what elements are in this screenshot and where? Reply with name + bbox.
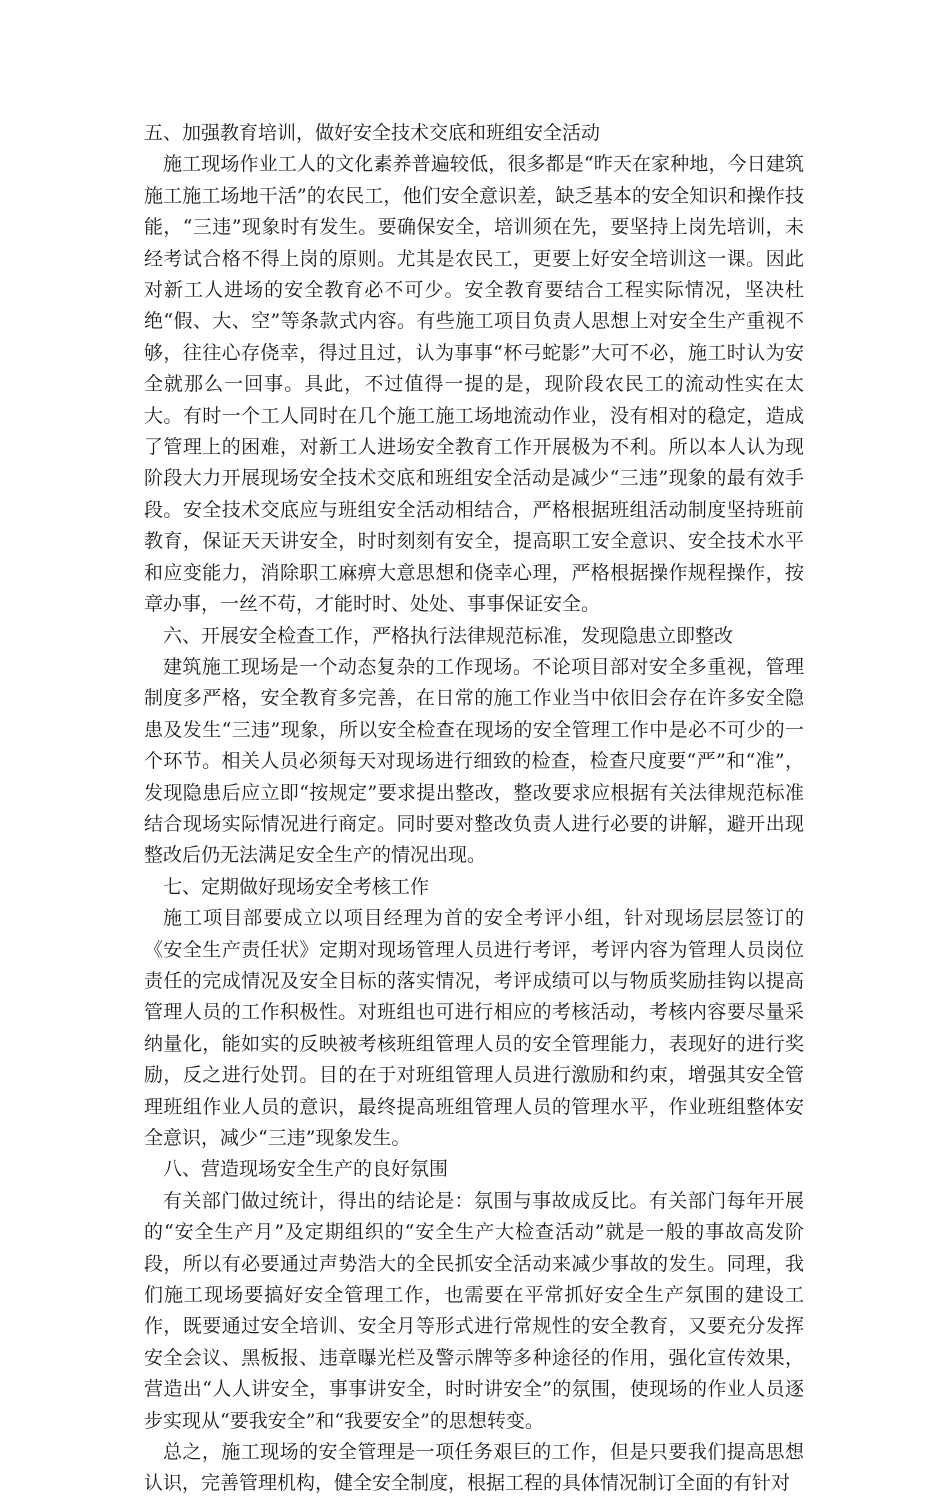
section-8-heading: 八、营造现场安全生产的良好氛围 [163,1158,449,1181]
section-8-paragraph: 有关部门做过统计，得出的结论是：氛围与事故成反比。有关部门每年开展的“安全生产月”及定期组织的“安全生产大检查活动”就是一般的事故高发阶段，所以有必要通过声势浩大的全民抓安全活动来减少事故的发生。同理，我们施工现场要搞好安全管理工作，也需要在平常抓好安全生产氛围的建设工作，既要通过安全培训、安全月等形式进行常规性的安全教育，又要充分发挥安全会议、黑板报、违章曝光栏及警示牌等多种途径的作用，强化宣传效果，营造出“人人讲安全，事事讲安全，时时讲安全”的氛围，使现场的作业人员逐步实现从“要我安全”和“我要安全”的思想转变。 [144,1189,804,1432]
section-6-heading: 六、开展安全检查工作，严格执行法律规范标准，发现隐患立即整改 [163,624,734,647]
section-7-heading: 七、定期做好现场安全考核工作 [163,875,430,898]
section-5-paragraph: 施工现场作业工人的文化素养普遍较低，很多都是“昨天在家种地，今日建筑施工施工场地干活”的农民工，他们安全意识差，缺乏基本的安全知识和操作技能，“三违”现象时有发生。要确保安全，培训须在先，要坚持上岗先培训，未经考试合格不得上岗的原则。尤其是农民工，更要上好安全培训这一课。因此对新工人进场的安全教育必不可少。安全教育要结合工程实际情况，坚决杜绝“假、大、空”等条款式内容。有些施工项目负责人思想上对安全生产重视不够，往往心存侥幸，得过且过，认为事事“杯弓蛇影”大可不必，施工时认为安全就那么一回事。具此，不过值得一提的是，现阶段农民工的流动性实在太大。有时一个工人同时在几个施工施工场地流动作业，没有相对的稳定，造成了管理上的困难，对新工人进场安全教育工作开展极为不利。所以本人认为现阶段大力开展现场安全技术交底和班组安全活动是减少“三违”现象的最有效手段。安全技术交底应与班组安全活动相结合，严格根据班组活动制度坚持班前教育，保证天天讲安全，时时刻刻有安全，提高职工安全意识、安全技术水平和应变能力，消除职工麻痹大意思想和侥幸心理，严格根据操作规程操作，按章办事，一丝不苟，才能时时、处处、事事保证安全。 [144,153,804,616]
section-5-heading: 五、加强教育培训，做好安全技术交底和班组安全活动 [144,122,601,144]
section-7-paragraph: 施工项目部要成立以项目经理为首的安全考评小组，针对现场层层签订的《安全生产责任状》定期对现场管理人员进行考评，考评内容为管理人员岗位责任的完成情况及安全目标的落实情况，考评成绩可以与物质奖励挂钩以提高管理人员的工作积极性。对班组也可进行相应的考核活动，考核内容要尽量采纳量化，能如实的反映被考核班组管理人员的安全管理能力，表现好的进行奖励，反之进行处罚。目的在于对班组管理人员进行激励和约束，增强其安全管理班组作业人员的意识，最终提高班组管理人员的管理水平，作业班组整体安全意识，减少“三违”现象发生。 [144,907,804,1149]
document-page [144,118,804,1500]
conclusion-paragraph: 总之，施工现场的安全管理是一项任务艰巨的工作，但是只要我们提高思想认识，完善管理机构，健全安全制度，根据工程的具体情况制订全面的有针对 [144,1441,804,1495]
section-6-paragraph: 建筑施工现场是一个动态复杂的工作现场。不论项目部对安全多重视，管理制度多严格，安全教育多完善，在日常的施工作业当中依旧会存在许多安全隐患及发生“三违”现象，所以安全检查在现场的安全管理工作中是必不可少的一个环节。相关人员必须每天对现场进行细致的检查，检查尺度要“严”和“准”，发现隐患后应立即“按规定”要求提出整改，整改要求应根据有关法律规范标准结合现场实际情况进行商定。同时要对整改负责人进行必要的讲解，避开出现整改后仍无法满足安全生产的情况出现。 [144,655,804,867]
